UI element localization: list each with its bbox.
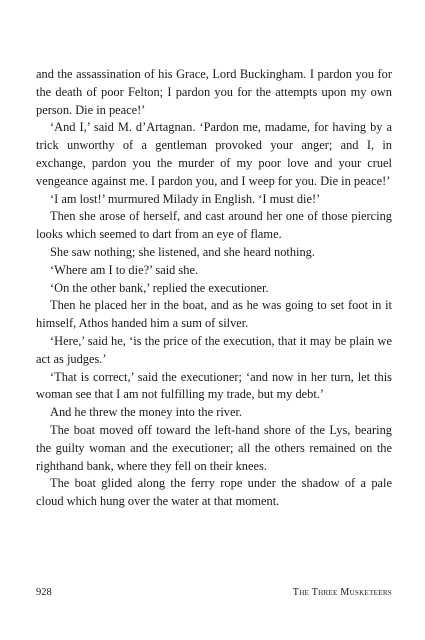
paragraph: She saw nothing; she listened, and she heard nothing. (50, 244, 315, 259)
paragraph: The boat moved off toward the left-hand shore of the Lys, bearing the guilty woman and the executioner; all the others remained on the righthand bank, where they fell on their knees. (36, 422, 392, 473)
paragraph: Then she arose of herself, and cast around her one of those piercing looks which seemed to dart from an eye of flame. (36, 209, 392, 242)
body-text (36, 66, 392, 511)
page-number: 928 (36, 587, 52, 598)
paragraph: ‘And I,’ said M. d’Artagnan. ‘Pardon me, madame, for having by a trick unworthy of a gentleman provoked your anger; and I, in exchange, pardon you the murder of my poor love and your cruel vengeance against me. I pardon you, and I weep for you. Die in peace!’ (36, 120, 392, 188)
paragraph: The boat glided along the ferry rope under the shadow of a pale cloud which hung over the water at that moment. (36, 476, 392, 509)
paragraph: And he threw the money into the river. (50, 405, 243, 420)
page-footer (36, 587, 392, 598)
paragraph: ‘That is correct,’ said the executioner; ‘and now in her turn, let this woman see that I am not fulfilling my trade, but my debt.’ (36, 369, 392, 402)
paragraph: ‘On the other bank,’ replied the executioner. (50, 280, 269, 295)
running-title: The Three Musketeers (292, 587, 392, 598)
paragraph: ‘Where am I to die?’ said she. (50, 262, 199, 277)
paragraph: ‘I am lost!’ murmured Milady in English. ‘I must die!’ (50, 191, 321, 206)
paragraph: Then he placed her in the boat, and as he was going to set foot in it himself, Athos handed him a sum of silver. (36, 298, 392, 331)
paragraph-continuation: and the assassination of his Grace, Lord Buckingham. I pardon you for the death of poor Felton; I pardon you for the attempts upon my own person. Die in peace!’ (36, 67, 392, 117)
paragraph: ‘Here,’ said he, ‘is the price of the execution, that it may be plain we act as judges.’ (36, 333, 392, 366)
